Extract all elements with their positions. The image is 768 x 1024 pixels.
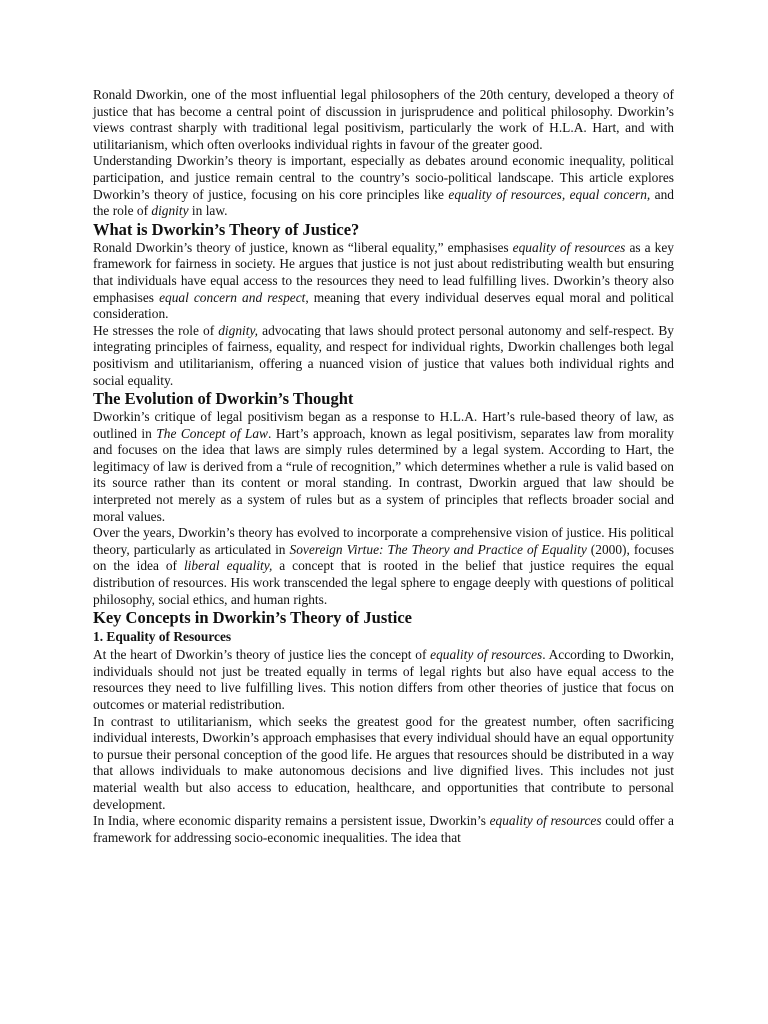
- key-paragraph-1: At the heart of Dworkin’s theory of justice lies the concept of equality of resources. According to Dworkin, individuals should not just be treated equally in terms of legal rights but also have equal access to the resources they need to live fulfilling lives. This notion differs from other theories of justice that focus on outcomes or material redistribution.: [93, 647, 674, 712]
- heading-what-is-theory: What is Dworkin’s Theory of Justice?: [93, 219, 360, 239]
- evolution-paragraph-1: Dworkin’s critique of legal positivism began as a response to H.L.A. Hart’s rule-based theory of law, as outlined in The Concept of Law. Hart’s approach, known as legal positivism, separates law from morality and focuses on the idea that laws are simply rules determined by a legal system. According to Hart, the legitimacy of law is derived from a “rule of recognition,” which determines whether a rule is valid based on its source rather than its content or moral standing. In contrast, Dworkin argued that law should be interpreted not merely as a system of rules but as a system of principles that reflects broader social and moral values.: [93, 409, 674, 524]
- intro-paragraph-2: Understanding Dworkin’s theory is important, especially as debates around economic inequality, political participation, and justice remain central to the country’s socio-political landscape. This article explores Dworkin’s theory of justice, focusing on his core principles like equality of resources, equal concern, and the role of dignity in law.: [93, 153, 674, 219]
- evolution-paragraph-2: Over the years, Dworkin’s theory has evolved to incorporate a comprehensive vision of justice. His political theory, particularly as articulated in Sovereign Virtue: The Theory and Practice of Equality (2000), focuses on the idea of liberal equality, a concept that is rooted in the belief that justice requires the equal distribution of resources. His work transcended the legal sphere to engage deeply with questions of political philosophy, social ethics, and human rights.: [93, 525, 675, 607]
- subheading-equality-of-resources: 1. Equality of Resources: [93, 629, 232, 645]
- what-paragraph-2: He stresses the role of dignity, advocating that laws should protect personal autonomy and self-respect. By integrating principles of fairness, equality, and respect for individual rights, Dworkin challenges both legal positivism and utilitarianism, offering a nuanced vision of justice that values both individual rights and social equality.: [93, 322, 674, 388]
- article-body: [93, 87, 674, 846]
- heading-evolution: The Evolution of Dworkin’s Thought: [93, 389, 354, 409]
- heading-key-concepts: Key Concepts in Dworkin’s Theory of Justice: [93, 608, 412, 628]
- intro-paragraph-1: Ronald Dworkin, one of the most influential legal philosophers of the 20th century, developed a theory of justice that has become a central point of discussion in jurisprudence and political philosophy. Dworkin’s views contrast sharply with traditional legal positivism, particularly the work of H.L.A. Hart, and with utilitarianism, which often overlooks individual rights in favour of the greater good.: [93, 87, 674, 152]
- key-paragraph-3: In India, where economic disparity remains a persistent issue, Dworkin’s equality of resources could offer a framework for addressing socio-economic inequalities. The idea that: [93, 813, 675, 845]
- key-paragraph-2: In contrast to utilitarianism, which seeks the greatest good for the greatest number, often sacrificing individual interests, Dworkin’s approach emphasises that every individual should have an equal opportunity to pursue their personal conception of the good life. He argues that resources should be distributed in a way that allows individuals to make autonomous decisions and live dignified lives. This includes not just material wealth but also access to education, healthcare, and opportunities that contribute to personal development.: [93, 713, 674, 812]
- what-paragraph-1: Ronald Dworkin’s theory of justice, known as “liberal equality,” emphasises equality of resources as a key framework for fairness in society. He argues that justice is not just about redistributing wealth but ensuring that individuals have equal access to the resources they need to lead fulfilling lives. Dworkin’s theory also emphasises equal concern and respect, meaning that every individual deserves equal moral and political consideration.: [93, 239, 675, 322]
